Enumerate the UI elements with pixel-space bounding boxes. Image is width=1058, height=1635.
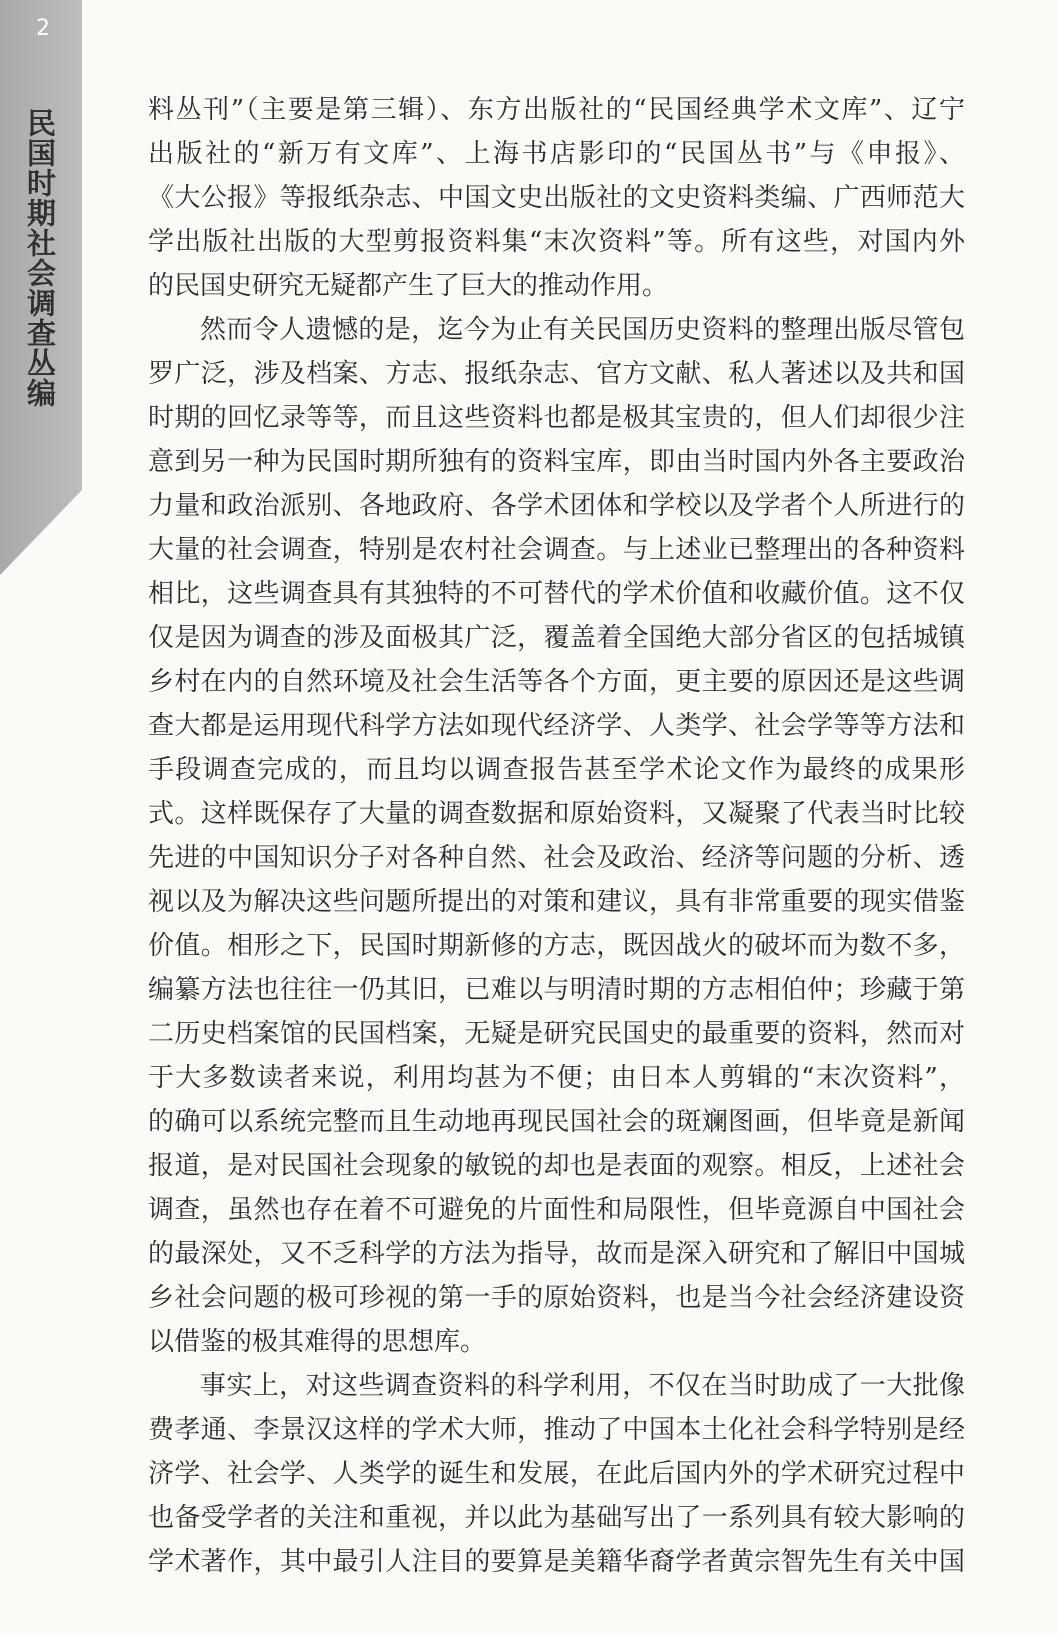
text-line: 乡社会问题的极可珍视的第一手的原始资料，也是当今社会经济建设资: [148, 1283, 965, 1313]
text-line: 学出版社出版的大型剪报资料集“末次资料”等。所有这些，对国内外: [148, 227, 965, 257]
body-text: [148, 88, 965, 1584]
text-line: 视以及为解决这些问题所提出的对策和建议，具有非常重要的现实借鉴: [148, 887, 965, 917]
series-title: 民国时期社会调查丛编: [23, 108, 57, 408]
text-line: 仅是因为调查的涉及面极其广泛，覆盖着全国绝大部分省区的包括城镇: [148, 623, 965, 653]
text-line: 时期的回忆录等等，而且这些资料也都是极其宝贵的，但人们却很少注: [148, 403, 965, 433]
text-line: 相比，这些调查具有其独特的不可替代的学术价值和收藏价值。这不仅: [148, 579, 965, 609]
text-line: 学术著作，其中最引人注目的要算是美籍华裔学者黄宗智先生有关中国: [148, 1547, 965, 1577]
text-line: 事实上，对这些调查资料的科学利用，不仅在当时助成了一大批像: [200, 1371, 965, 1401]
text-line: 价值。相形之下，民国时期新修的方志，既因战火的破坏而为数不多，: [148, 931, 965, 961]
text-line: 的确可以系统完整而且生动地再现民国社会的斑斓图画，但毕竟是新闻: [148, 1107, 965, 1137]
side-tab: [0, 0, 82, 1635]
text-line: 于大多数读者来说，利用均甚为不便；由日本人剪辑的“末次资料”，: [148, 1063, 965, 1093]
text-line: 费孝通、李景汉这样的学术大师，推动了中国本土化社会科学特别是经: [148, 1415, 965, 1445]
text-line: 以借鉴的极其难得的思想库。: [148, 1327, 487, 1357]
text-line: 也备受学者的关注和重视，并以此为基础写出了一系列具有较大影响的: [148, 1503, 965, 1533]
text-line: 罗广泛，涉及档案、方志、报纸杂志、官方文献、私人著述以及共和国: [148, 359, 965, 389]
text-line: 出版社的“新万有文库”、上海书店影印的“民国丛书”与《申报》、: [148, 139, 965, 169]
paragraph: [148, 1364, 965, 1584]
text-line: 报道，是对民国社会现象的敏锐的却也是表面的观察。相反，上述社会: [148, 1151, 965, 1181]
text-line: 然而令人遗憾的是，迄今为止有关民国历史资料的整理出版尽管包: [200, 315, 965, 345]
text-line: 料丛刊”（主要是第三辑）、东方出版社的“民国经典学术文库”、辽宁: [148, 95, 965, 125]
text-line: 编纂方法也往往一仍其旧，已难以与明清时期的方志相伯仲；珍藏于第: [148, 975, 965, 1005]
text-line: 意到另一种为民国时期所独有的资料宝库，即由当时国内外各主要政治: [148, 447, 965, 477]
text-line: 济学、社会学、人类学的诞生和发展，在此后国内外的学术研究过程中: [148, 1459, 965, 1489]
text-line: 乡村在内的自然环境及社会生活等各个方面，更主要的原因还是这些调: [148, 667, 965, 697]
page-number: 2: [36, 16, 50, 41]
text-line: 《大公报》等报纸杂志、中国文史出版社的文史资料类编、广西师范大: [148, 183, 965, 213]
text-line: 调查，虽然也存在着不可避免的片面性和局限性，但毕竟源自中国社会: [148, 1195, 965, 1225]
paragraph: [148, 308, 965, 1364]
text-line: 手段调查完成的，而且均以调查报告甚至学术论文作为最终的成果形: [148, 755, 965, 785]
paragraph: [148, 88, 965, 308]
text-line: 的民国史研究无疑都产生了巨大的推动作用。: [148, 271, 669, 301]
text-line: 的最深处，又不乏科学的方法为指导，故而是深入研究和了解旧中国城: [148, 1239, 965, 1269]
text-line: 先进的中国知识分子对各种自然、社会及政治、经济等问题的分析、透: [148, 843, 965, 873]
text-line: 查大都是运用现代科学方法如现代经济学、人类学、社会学等等方法和: [148, 711, 965, 741]
text-line: 式。这样既保存了大量的调查数据和原始资料，又凝聚了代表当时比较: [148, 799, 965, 829]
text-line: 力量和政治派别、各地政府、各学术团体和学校以及学者个人所进行的: [148, 491, 965, 521]
text-line: 大量的社会调查，特别是农村社会调查。与上述业已整理出的各种资料: [148, 535, 965, 565]
text-line: 二历史档案馆的民国档案，无疑是研究民国史的最重要的资料，然而对: [148, 1019, 965, 1049]
